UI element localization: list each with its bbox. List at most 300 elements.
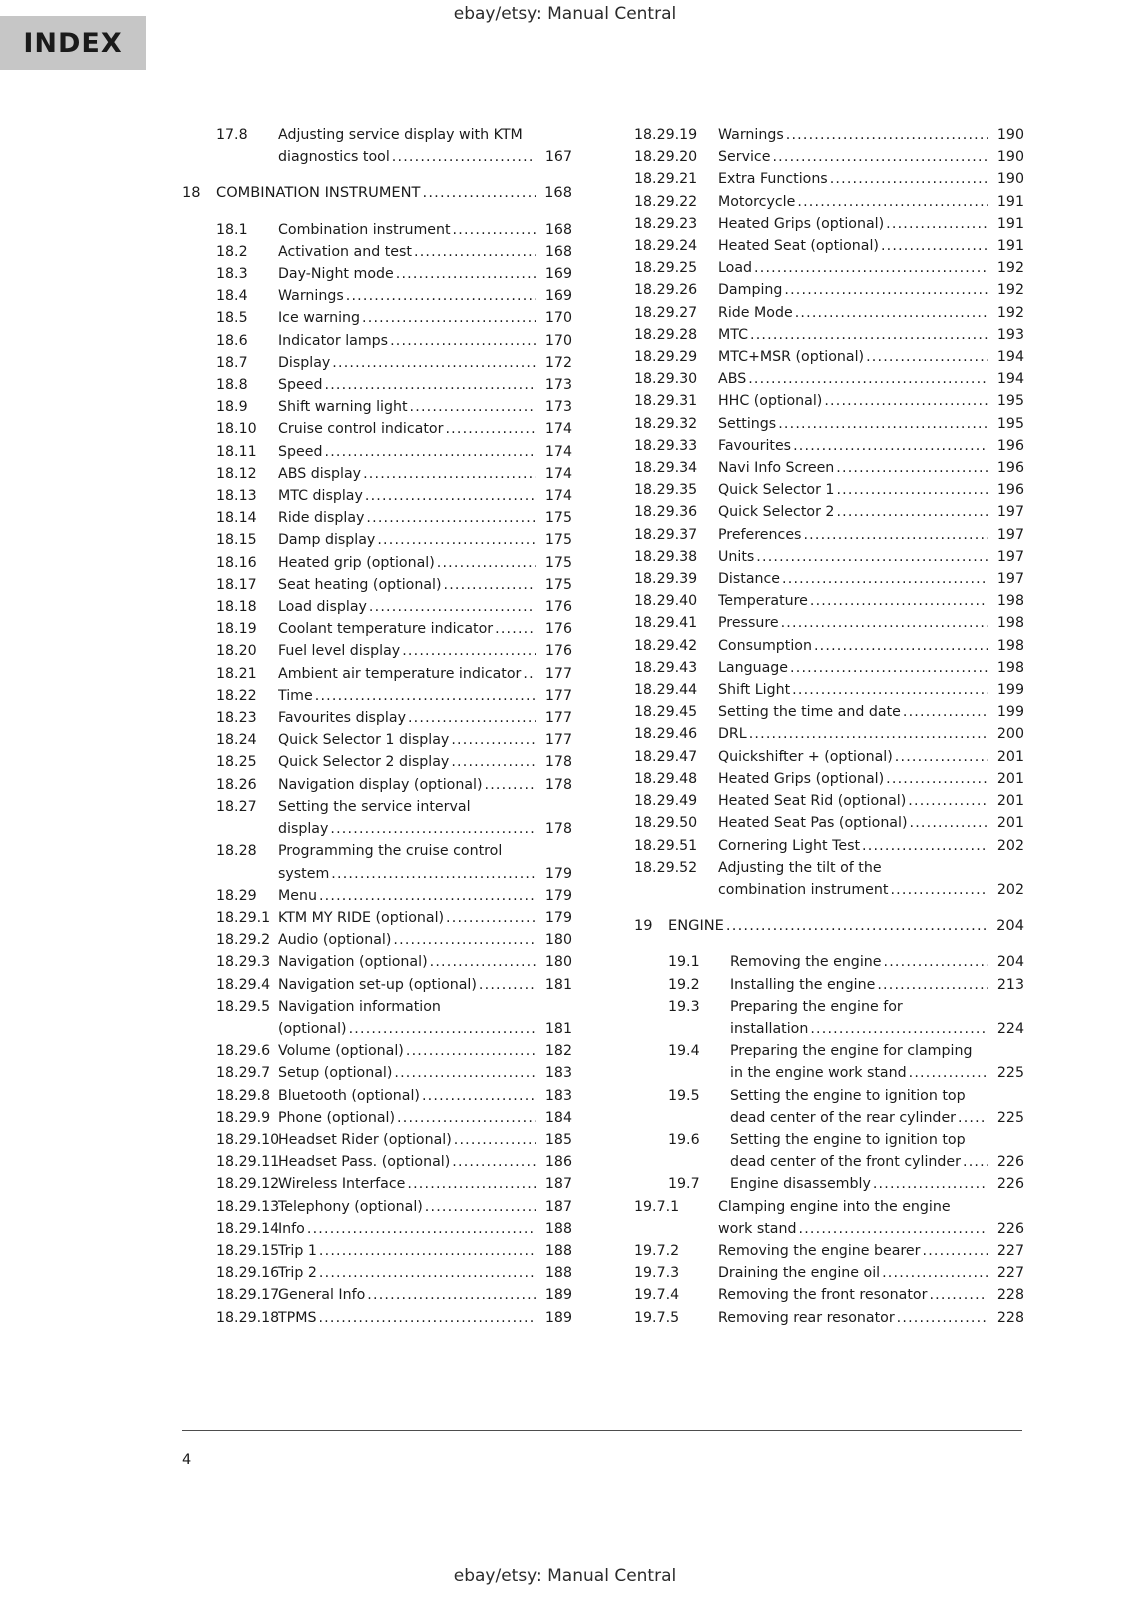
toc-entry-body: [278, 907, 572, 929]
toc-entry[interactable]: [182, 774, 572, 796]
toc-entry-body: [730, 1040, 1024, 1084]
toc-entry-body: [278, 1151, 572, 1173]
toc-entry-body: [278, 485, 572, 507]
toc-entry-body: [718, 146, 1024, 168]
toc-entry-page: 173: [544, 399, 572, 416]
toc-entry-title: Adjusting service display with KTM: [278, 127, 523, 143]
toc-entry-page: 197: [996, 526, 1024, 543]
toc-entry[interactable]: [634, 951, 1024, 973]
toc-entry-title: Speed: [278, 377, 323, 394]
toc-entry[interactable]: [182, 707, 572, 729]
toc-entry[interactable]: [182, 885, 572, 907]
toc-leader-dots: [444, 907, 536, 929]
toc-entry[interactable]: [182, 685, 572, 707]
toc-entry-number: 19: [634, 917, 653, 935]
toc-leader-dots: [801, 524, 988, 546]
toc-entry-page: 192: [996, 304, 1024, 321]
toc-entry[interactable]: [634, 568, 1024, 590]
toc-entry-number: 18.29.38: [634, 548, 698, 565]
toc-entry-number: 18.1: [216, 221, 248, 238]
toc-leader-dots: [412, 241, 536, 263]
toc-entry-body: [718, 346, 1024, 368]
toc-entry[interactable]: [634, 146, 1024, 168]
toc-entry-body: [278, 1307, 572, 1329]
toc-leader-dots: [779, 612, 988, 634]
toc-entry[interactable]: [182, 1307, 572, 1329]
toc-entry[interactable]: [634, 1040, 1024, 1084]
toc-leader-dots: [888, 879, 988, 901]
toc-entry-title: Preparing the engine for clamping: [730, 1043, 973, 1060]
toc-entry-page: 179: [544, 909, 572, 926]
toc-entry[interactable]: [182, 1262, 572, 1284]
toc-entry-title: Menu: [278, 887, 317, 904]
toc-entry-title: Damping: [718, 282, 783, 299]
watermark-top: ebay/etsy: Manual Central: [453, 4, 677, 24]
toc-entry-number: 18.29.46: [634, 726, 698, 743]
toc-entry-page: 175: [544, 576, 572, 593]
toc-entry[interactable]: [182, 396, 572, 418]
toc-entry-body: [278, 307, 572, 329]
toc-entry[interactable]: [634, 790, 1024, 812]
toc-leader-dots: [423, 1196, 536, 1218]
toc-entry-number: 18.29.41: [634, 615, 698, 632]
toc-entry-number: 18.29.39: [634, 571, 698, 588]
toc-entry-body: [278, 529, 572, 551]
toc-entry-number: 18.29.4: [216, 976, 271, 993]
toc-entry-title: Service: [718, 149, 771, 166]
toc-entry[interactable]: [182, 1062, 572, 1084]
toc-leader-dots: [521, 663, 536, 685]
toc-entry-title: Quick Selector 1 display: [278, 732, 450, 749]
toc-entry-title-cont: dead center of the rear cylinder: [730, 1109, 957, 1126]
toc-entry-body: [278, 707, 572, 729]
toc-entry-body: [278, 640, 572, 662]
toc-entry[interactable]: [182, 374, 572, 396]
toc-entry-page: 179: [544, 887, 572, 904]
toc-entry-body: [278, 352, 572, 374]
toc-entry[interactable]: [182, 1240, 572, 1262]
toc-entry-page: 201: [996, 770, 1024, 787]
toc-entry[interactable]: [182, 241, 572, 263]
toc-entry[interactable]: [634, 974, 1024, 996]
toc-entry-body: [718, 213, 1024, 235]
toc-entry[interactable]: [634, 657, 1024, 679]
toc-entry-number: 18.29.22: [634, 193, 698, 210]
toc-entry[interactable]: [182, 663, 572, 685]
toc-entry[interactable]: [634, 1173, 1024, 1195]
toc-entry-title: Setting the time and date: [718, 704, 901, 721]
toc-entry-page: 176: [544, 621, 572, 638]
toc-leader-dots: [390, 146, 536, 168]
toc-entry-body: [278, 396, 572, 418]
toc-entry[interactable]: [634, 1196, 1024, 1240]
toc-entry[interactable]: [182, 929, 572, 951]
toc-entry-title: Removing the front resonator: [718, 1287, 928, 1304]
toc-entry-page: 180: [544, 932, 572, 949]
toc-entry-page: 189: [544, 1287, 572, 1304]
toc-entry-page: 228: [996, 1287, 1024, 1304]
toc-entry[interactable]: [634, 302, 1024, 324]
toc-entry[interactable]: [182, 751, 572, 773]
toc-entry[interactable]: [634, 168, 1024, 190]
toc-entry-number: 17.8: [216, 127, 248, 143]
toc-leader-dots: [435, 552, 536, 574]
toc-entry-title: Heated Seat (optional): [718, 238, 879, 255]
toc-entry-body: [278, 441, 572, 463]
toc-entry-page: 198: [996, 637, 1024, 654]
toc-entry-body: [278, 1085, 572, 1107]
toc-entry-title: Draining the engine oil: [718, 1265, 881, 1282]
toc-entry[interactable]: [182, 1040, 572, 1062]
toc-entry-page: 191: [996, 238, 1024, 255]
toc-entry-body: [718, 457, 1024, 479]
toc-entry-page: 190: [996, 127, 1024, 143]
toc-entry-page: 200: [996, 726, 1024, 743]
toc-entry-page: 191: [996, 215, 1024, 232]
toc-entry-number: 19.6: [668, 1131, 700, 1148]
toc-entry-title: Quick Selector 2 display: [278, 754, 450, 771]
toc-entry[interactable]: [634, 915, 1024, 937]
toc-leader-dots: [895, 1307, 988, 1329]
toc-entry[interactable]: [634, 524, 1024, 546]
toc-entry-number: 18.2: [216, 243, 248, 260]
toc-leader-dots: [956, 1107, 988, 1129]
toc-leader-dots: [483, 774, 537, 796]
toc-entry[interactable]: [634, 213, 1024, 235]
toc-entry-page: 201: [996, 748, 1024, 765]
toc-entry-number: 18.27: [216, 798, 257, 815]
toc-entry-page: 202: [996, 837, 1024, 854]
toc-entry-page: 174: [544, 488, 572, 505]
toc-entry[interactable]: [634, 546, 1024, 568]
toc-entry[interactable]: [182, 574, 572, 596]
toc-entry[interactable]: [634, 1085, 1024, 1129]
toc-entry-body: [278, 1196, 572, 1218]
toc-leader-dots: [834, 457, 988, 479]
toc-entry-page: 197: [996, 571, 1024, 588]
toc-entry[interactable]: [182, 463, 572, 485]
toc-entry-page: 169: [544, 266, 572, 283]
toc-entry-body: [718, 1284, 1024, 1306]
toc-entry-title-cont: display: [278, 821, 329, 838]
toc-entry-page: 169: [544, 288, 572, 305]
toc-entry-page: 187: [544, 1198, 572, 1215]
toc-entry-title: Settings: [718, 415, 777, 432]
toc-entry-page: 188: [544, 1220, 572, 1237]
toc-entry[interactable]: [634, 768, 1024, 790]
toc-leader-dots: [443, 418, 536, 440]
toc-entry[interactable]: [182, 441, 572, 463]
toc-entry-page: 182: [544, 1043, 572, 1060]
toc-entry[interactable]: [182, 485, 572, 507]
toc-entry[interactable]: [182, 907, 572, 929]
toc-entry-body: [278, 1240, 572, 1262]
toc-entry[interactable]: [634, 279, 1024, 301]
toc-entry-title: Wireless Interface: [278, 1176, 406, 1193]
toc-entry-number: 18.29.12: [216, 1176, 280, 1193]
toc-leader-dots: [449, 751, 536, 773]
toc-entry[interactable]: [634, 590, 1024, 612]
toc-entry-body: [278, 685, 572, 707]
toc-entry[interactable]: [634, 479, 1024, 501]
toc-leader-dots: [347, 1018, 536, 1040]
toc-entry-title: Installing the engine: [730, 976, 876, 993]
toc-entry-number: 18.28: [216, 843, 257, 860]
toc-entry[interactable]: [182, 640, 572, 662]
toc-entry[interactable]: [182, 1173, 572, 1195]
toc-entry[interactable]: [182, 1107, 572, 1129]
toc-leader-dots: [344, 285, 536, 307]
toc-entry-page: 225: [996, 1065, 1024, 1082]
toc-entry-title: Ambient air temperature indicator: [278, 665, 522, 682]
toc-entry-body: [278, 885, 572, 907]
toc-entry[interactable]: [634, 124, 1024, 146]
toc-leader-dots: [791, 435, 988, 457]
toc-entry-body: [278, 552, 572, 574]
toc-entry-page: 188: [544, 1242, 572, 1259]
toc-entry-number: 18.29.29: [634, 349, 698, 366]
toc-entry-page: 174: [544, 443, 572, 460]
toc-leader-dots: [784, 124, 988, 146]
toc-leader-dots: [812, 635, 988, 657]
toc-entry-body: [718, 835, 1024, 857]
toc-entry-number: 18.29.20: [634, 149, 698, 166]
toc-entry-number: 19.4: [668, 1043, 700, 1060]
toc-entry[interactable]: [182, 840, 572, 884]
toc-entry-page: 194: [996, 349, 1024, 366]
toc-entry[interactable]: [634, 501, 1024, 523]
toc-entry-number: 18.11: [216, 443, 257, 460]
toc-leader-dots: [451, 219, 536, 241]
toc-entry[interactable]: [634, 1240, 1024, 1262]
toc-leader-dots: [776, 413, 988, 435]
toc-entry[interactable]: [182, 285, 572, 307]
toc-entry[interactable]: [634, 191, 1024, 213]
toc-leader-dots: [921, 1240, 989, 1262]
toc-entry[interactable]: [634, 1307, 1024, 1329]
toc-entry-page: 183: [544, 1065, 572, 1082]
toc-entry-number: 18.29.11: [216, 1154, 280, 1171]
toc-entry[interactable]: [634, 746, 1024, 768]
toc-entry-body: [278, 996, 572, 1040]
toc-leader-dots: [361, 463, 536, 485]
toc-entry-number: 18.29.44: [634, 682, 698, 699]
toc-entry-title: Phone (optional): [278, 1109, 396, 1126]
toc-entry-title: Consumption: [718, 637, 812, 654]
toc-entry-title: Favourites: [718, 437, 792, 454]
toc-leader-dots: [881, 951, 988, 973]
toc-entry[interactable]: [634, 1262, 1024, 1284]
toc-leader-dots: [927, 1284, 988, 1306]
toc-entry[interactable]: [182, 352, 572, 374]
toc-entry-number: 18.29.49: [634, 793, 698, 810]
toc-entry[interactable]: [182, 418, 572, 440]
toc-entry[interactable]: [182, 1085, 572, 1107]
toc-leader-dots: [822, 390, 988, 412]
toc-entry[interactable]: [182, 507, 572, 529]
toc-entry-body: [730, 1129, 1024, 1173]
toc-entry-title: Setting the engine to ignition top: [730, 1087, 966, 1104]
toc-entry-number: 18.19: [216, 621, 257, 638]
toc-entry-title: Volume (optional): [278, 1043, 404, 1060]
toc-entry-title: Shift warning light: [278, 399, 408, 416]
toc-leader-dots: [808, 590, 988, 612]
toc-entry[interactable]: [634, 635, 1024, 657]
toc-entry-page: 174: [544, 465, 572, 482]
toc-entry-page: 188: [544, 1265, 572, 1282]
toc-entry-page: 204: [996, 917, 1024, 935]
toc-entry[interactable]: [182, 996, 572, 1040]
toc-entry-number: 18.29.8: [216, 1087, 271, 1104]
toc-entry-number: 18.29.32: [634, 415, 698, 432]
toc-entry[interactable]: [182, 219, 572, 241]
toc-entry-body: [278, 929, 572, 951]
toc-entry-title: Favourites display: [278, 710, 406, 727]
toc-leader-dots: [317, 1240, 536, 1262]
toc-entry[interactable]: [634, 723, 1024, 745]
toc-entry-body: [718, 524, 1024, 546]
page-number: 4: [182, 1452, 192, 1468]
toc-entry-body: [718, 302, 1024, 324]
toc-entry[interactable]: [182, 552, 572, 574]
toc-entry[interactable]: [182, 596, 572, 618]
toc-entry-title: ABS display: [278, 465, 362, 482]
toc-entry-page: 175: [544, 510, 572, 527]
watermark-bottom: ebay/etsy: Manual Central: [453, 1566, 677, 1586]
toc-entry-page: 183: [544, 1087, 572, 1104]
toc-entry-body: [278, 1218, 572, 1240]
toc-entry-title: Preferences: [718, 526, 802, 543]
toc-entry[interactable]: [182, 618, 572, 640]
toc-entry[interactable]: [182, 1151, 572, 1173]
toc-entry[interactable]: [634, 346, 1024, 368]
toc-entry-page: 195: [996, 415, 1024, 432]
toc-leader-dots: [746, 368, 988, 390]
toc-leader-dots: [394, 263, 536, 285]
toc-entry-title: Removing rear resonator: [718, 1309, 895, 1326]
toc-entry[interactable]: [634, 612, 1024, 634]
toc-leader-dots: [388, 330, 536, 352]
toc-entry[interactable]: [182, 1284, 572, 1306]
toc-entry-page: 189: [544, 1309, 572, 1326]
toc-entry[interactable]: [634, 835, 1024, 857]
toc-entry-body: [718, 857, 1024, 901]
toc-entry[interactable]: [182, 796, 572, 840]
toc-entry-page: 191: [996, 193, 1024, 210]
toc-entry-page: 192: [996, 282, 1024, 299]
toc-entry-page: 226: [996, 1154, 1024, 1171]
toc-column-left: [182, 124, 572, 1329]
toc-leader-dots: [747, 723, 988, 745]
toc-entry-page: 197: [996, 548, 1024, 565]
toc-entry[interactable]: [182, 263, 572, 285]
toc-entry-number: 18.29.7: [216, 1065, 271, 1082]
toc-entry[interactable]: [634, 413, 1024, 435]
toc-entry[interactable]: [182, 330, 572, 352]
toc-entry-page: 177: [544, 732, 572, 749]
toc-entry[interactable]: [182, 1129, 572, 1151]
toc-entry-number: 19.2: [668, 976, 700, 993]
toc-spacer: [634, 901, 1024, 915]
toc-entry-body: [278, 1040, 572, 1062]
toc-entry-number: 18.5: [216, 310, 248, 327]
toc-leader-dots: [770, 146, 988, 168]
toc-entry[interactable]: [182, 529, 572, 551]
toc-leader-dots: [961, 1151, 988, 1173]
toc-entry[interactable]: [634, 1284, 1024, 1306]
toc-entry-number: 18.29.18: [216, 1309, 280, 1326]
toc-entry-title: Temperature: [718, 593, 808, 610]
toc-entry[interactable]: [634, 324, 1024, 346]
toc-entry[interactable]: [182, 1196, 572, 1218]
toc-entry-page: 176: [544, 599, 572, 616]
toc-entry[interactable]: [634, 1129, 1024, 1173]
toc-entry-page: 199: [996, 704, 1024, 721]
toc-entry[interactable]: [182, 729, 572, 751]
toc-entry[interactable]: [634, 435, 1024, 457]
toc-entry[interactable]: [182, 182, 572, 204]
toc-leader-dots: [875, 974, 988, 996]
toc-entry-title: Programming the cruise control: [278, 843, 503, 860]
toc-entry-title: Quick Selector 2: [718, 504, 835, 521]
toc-entry-title: Setting the service interval: [278, 798, 471, 815]
toc-entry-title: Trip 1: [278, 1242, 317, 1259]
toc-entry-title: Load: [718, 260, 753, 277]
toc-entry[interactable]: [182, 951, 572, 973]
toc-entry[interactable]: [634, 701, 1024, 723]
toc-entry-title: Ice warning: [278, 310, 361, 327]
toc-entry[interactable]: [634, 257, 1024, 279]
toc-leader-dots: [392, 1062, 536, 1084]
toc-entry[interactable]: [634, 679, 1024, 701]
toc-entry-page: 184: [544, 1109, 572, 1126]
toc-entry-body: [718, 812, 1024, 834]
toc-entry-title: MTC display: [278, 488, 363, 505]
toc-entry-page: 175: [544, 554, 572, 571]
toc-entry[interactable]: [182, 1218, 572, 1240]
toc-entry-body: [668, 915, 1024, 937]
toc-entry[interactable]: [182, 307, 572, 329]
toc-leader-dots: [442, 574, 537, 596]
toc-entry-body: [278, 124, 572, 168]
toc-entry[interactable]: [634, 235, 1024, 257]
toc-entry-body: [278, 729, 572, 751]
toc-entry[interactable]: [634, 812, 1024, 834]
toc-entry-body: [718, 679, 1024, 701]
toc-entry-page: 167: [544, 149, 572, 166]
toc-entry[interactable]: [634, 857, 1024, 901]
toc-entry-title: Warnings: [278, 288, 344, 305]
toc-entry-body: [718, 324, 1024, 346]
toc-entry[interactable]: [634, 368, 1024, 390]
toc-entry-body: [278, 574, 572, 596]
toc-entry[interactable]: [182, 124, 572, 168]
toc-leader-dots: [322, 441, 536, 463]
toc-entry-page: 198: [996, 593, 1024, 610]
toc-entry-body: [718, 768, 1024, 790]
toc-entry[interactable]: [182, 974, 572, 996]
toc-entry-title: Engine disassembly: [730, 1176, 871, 1193]
toc-entry-body: [718, 1307, 1024, 1329]
toc-entry[interactable]: [634, 457, 1024, 479]
toc-entry-number: 18.29.30: [634, 371, 698, 388]
toc-entry[interactable]: [634, 390, 1024, 412]
toc-entry[interactable]: [634, 996, 1024, 1040]
toc-entry-number: 18.29.47: [634, 748, 698, 765]
toc-entry-body: [718, 657, 1024, 679]
toc-entry-body: [718, 790, 1024, 812]
toc-leader-dots: [400, 640, 536, 662]
